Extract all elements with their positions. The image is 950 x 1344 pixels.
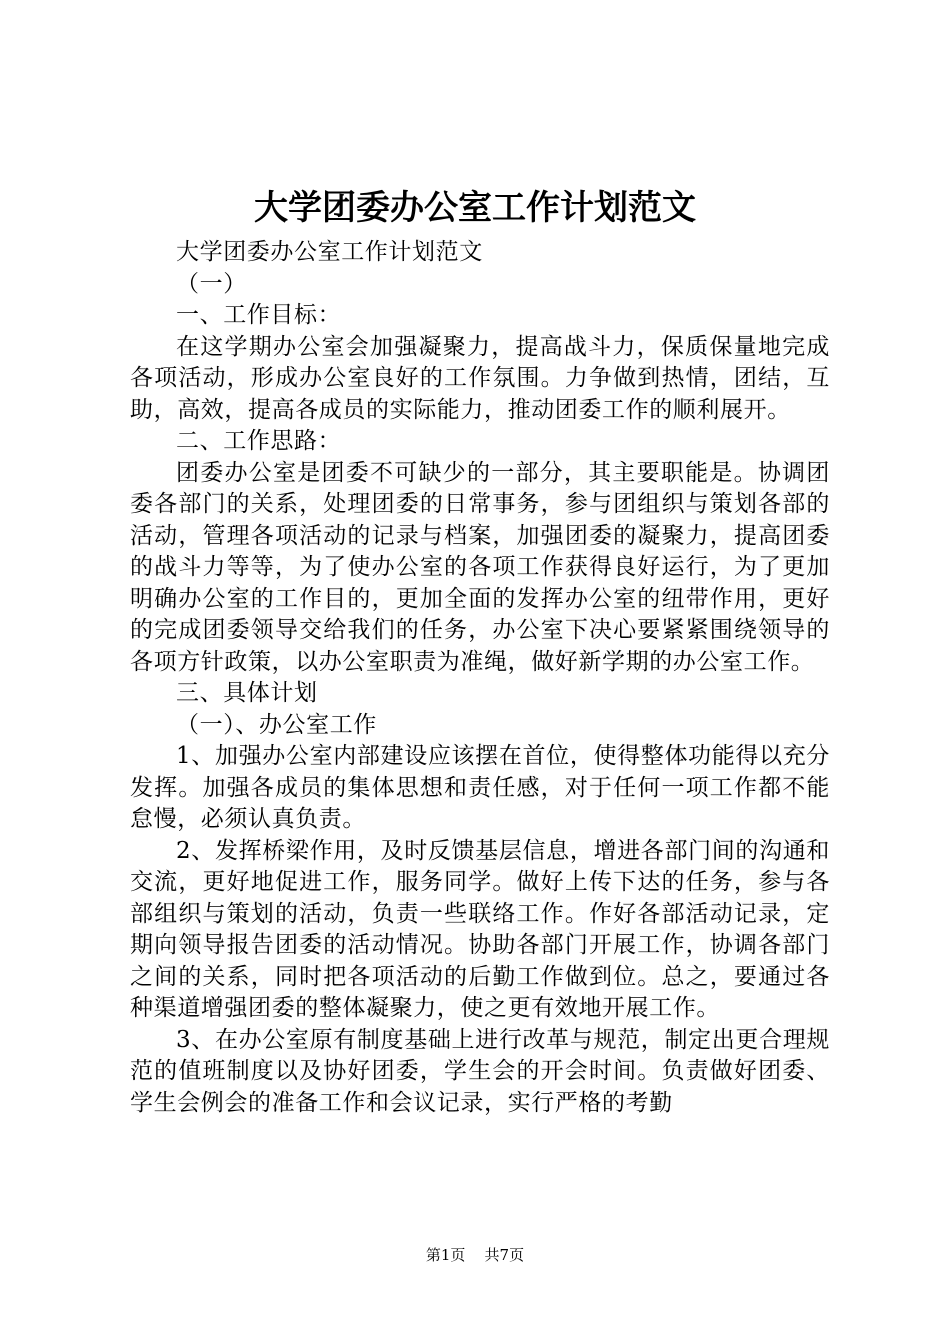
paragraph-part-one: （一） bbox=[176, 270, 247, 297]
paragraph-work-ideas: 团委办公室是团委不可缺少的一部分，其主要职能是。协调团委各部门的关系，处理团委的日常事务，参与团组织与策划各部的活动，管理各项活动的记录与档案，加强团委的凝聚力，提高团委的战斗力等等，为了使办公室的各项工作获得良好运行，为了更加明确办公室的工作目的，更加全面的发挥办公室的纽带作用，更好的完成团委领导交给我们的任务，办公室下决心要紧紧围绕领导的各项方针政策，以办公室职责为准绳，做好新学期的办公室工作。 bbox=[130, 459, 830, 675]
paragraph-item-3: 3、在办公室原有制度基础上进行改革与规范，制定出更合理规范的值班制度以及协好团委，学生会的开会时间。负责做好团委、学生会例会的准备工作和会议记录，实行严格的考勤 bbox=[130, 1026, 830, 1116]
page-number: 第1页 bbox=[425, 1246, 466, 1264]
heading-work-ideas: 二、工作思路： bbox=[176, 428, 342, 454]
paragraph-subtitle: 大学团委办公室工作计划范文 bbox=[176, 239, 483, 265]
heading-office-work: （一）、办公室工作 bbox=[176, 711, 377, 738]
heading-specific-plan: 三、具体计划 bbox=[176, 680, 318, 706]
paragraph-work-goals: 在这学期办公室会加强凝聚力，提高战斗力，保质保量地完成各项活动，形成办公室良好的工作氛围。力争做到热情，团结，互助，高效，提高各成员的实际能力，推动团委工作的顺利展开。 bbox=[130, 333, 830, 423]
paragraph-item-2: 2、发挥桥梁作用，及时反馈基层信息，增进各部门间的沟通和交流，更好地促进工作，服务同学。做好上传下达的任务，参与各部组织与策划的活动，负责一些联络工作。作好各部活动记录，定期向领导报告团委的活动情况。协助各部门开展工作，协调各部门之间的关系，同时把各项活动的后勤工作做到位。总之，要通过各种渠道增强团委的整体凝聚力，使之更有效地开展工作。 bbox=[130, 837, 830, 1021]
page-total: 共7页 bbox=[484, 1246, 525, 1264]
paragraph-item-1: 1、加强办公室内部建设应该摆在首位，使得整体功能得以充分发挥。加强各成员的集体思想和责任感，对于任何一项工作都不能怠慢，必须认真负责。 bbox=[130, 743, 830, 832]
heading-work-goals: 一、工作目标： bbox=[176, 302, 342, 328]
page-footer bbox=[0, 1245, 950, 1265]
document-title: 大学团委办公室工作计划范文 bbox=[254, 188, 696, 228]
document-body bbox=[130, 237, 830, 1119]
